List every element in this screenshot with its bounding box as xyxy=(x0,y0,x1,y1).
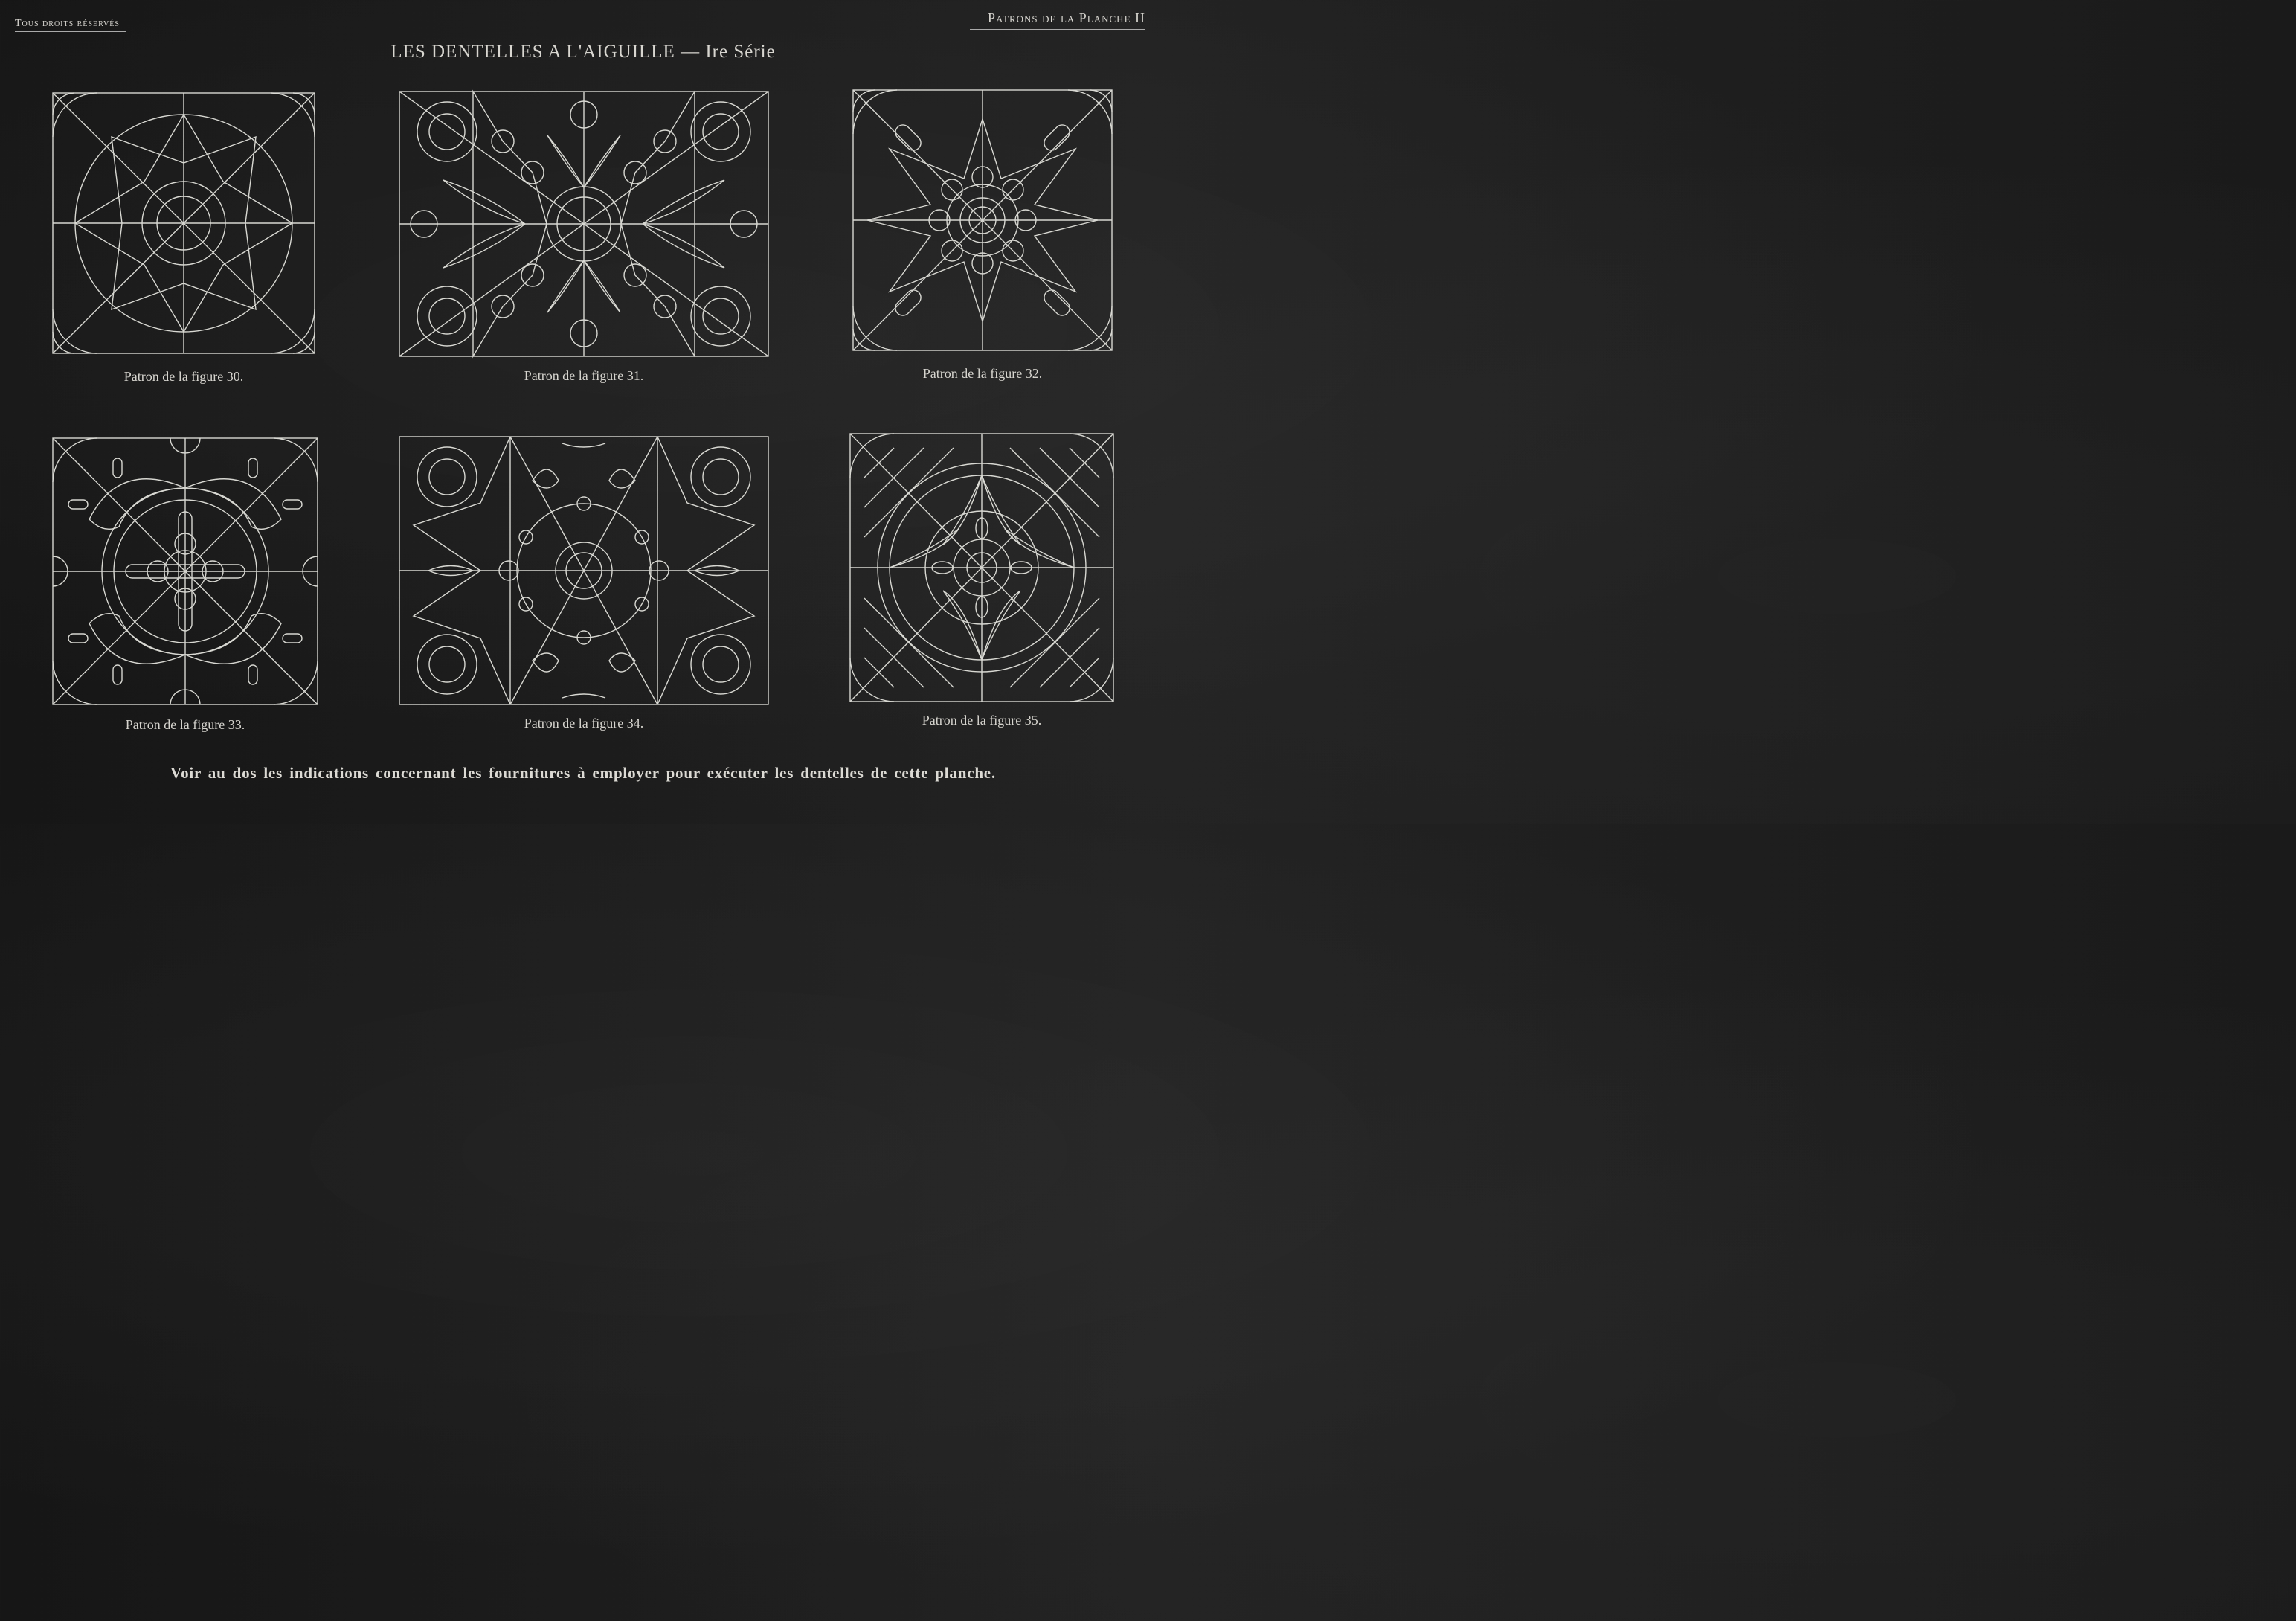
page-title: LES DENTELLES A L'AIGUILLE — Ire Série xyxy=(390,42,776,62)
caption-figure-34: Patron de la figure 34. xyxy=(524,716,644,731)
pattern-figure-34 xyxy=(399,436,769,705)
plate-label: Patrons de la Planche II xyxy=(970,10,1145,30)
caption-figure-30: Patron de la figure 30. xyxy=(123,369,244,384)
footer-note: Voir au dos les indications concernant les fournitures à employer pour exécuter les dentelles de cette planche. xyxy=(170,764,996,782)
caption-figure-31: Patron de la figure 31. xyxy=(524,368,644,383)
rights-note: Tous droits réservés xyxy=(15,18,126,32)
pattern-figure-35 xyxy=(849,433,1114,702)
pattern-figure-33 xyxy=(52,437,318,705)
caption-figure-35: Patron de la figure 35. xyxy=(922,713,1042,728)
pattern-figure-32 xyxy=(852,89,1113,351)
pattern-figure-31 xyxy=(399,91,769,357)
pattern-figure-30 xyxy=(52,92,315,354)
caption-figure-33: Patron de la figure 33. xyxy=(125,717,245,732)
caption-figure-32: Patron de la figure 32. xyxy=(922,366,1043,381)
